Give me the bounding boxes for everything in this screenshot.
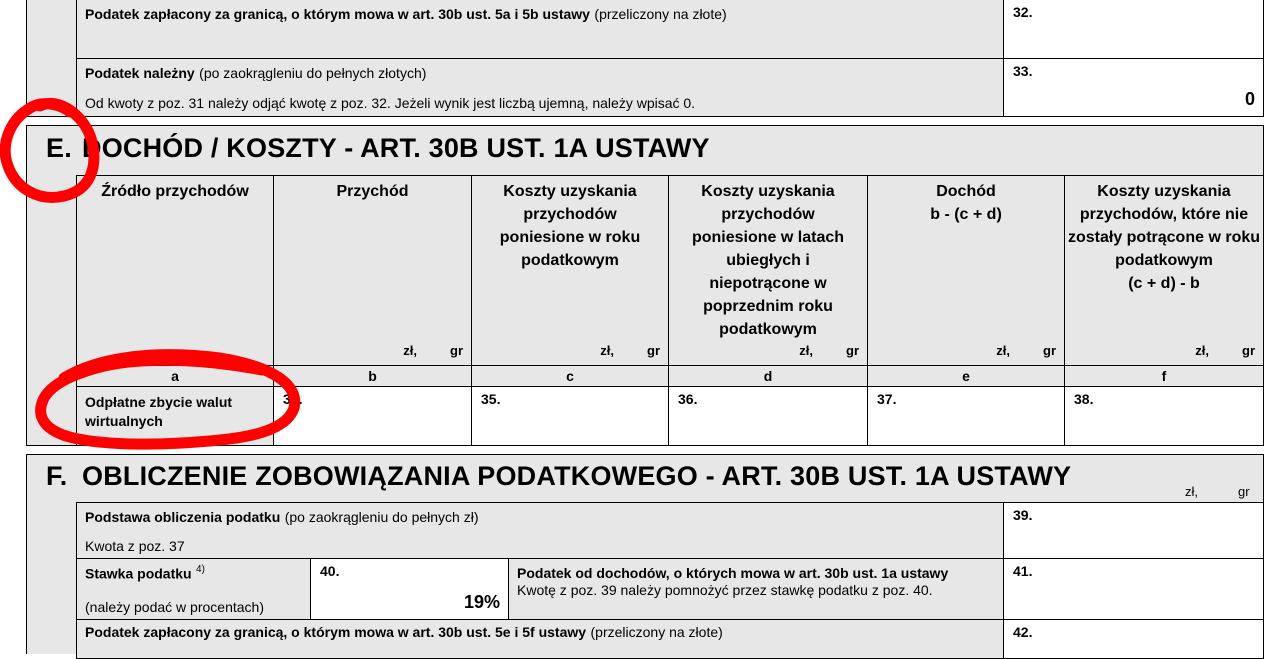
row-42-label-note: (przeliczony na złote): [590, 624, 723, 640]
col-e-header-formula: b - (c + d): [930, 206, 1002, 223]
col-d-letter: d: [668, 365, 868, 387]
field-35-number: 35.: [481, 391, 501, 407]
col-a-header: [76, 175, 274, 366]
field-34[interactable]: [273, 386, 472, 446]
row-33-label-bold: Podatek należny: [85, 65, 195, 81]
field-42[interactable]: [1003, 619, 1264, 659]
section-f-title: OBLICZENIE ZOBOWIĄZANIA PODATKOWEGO - ART. 30B UST. 1A USTAWY: [82, 461, 1072, 491]
col-a-header-text: Źródło przychodów: [101, 183, 249, 200]
col-f-unit-gr: gr: [1242, 343, 1255, 358]
row-33-label: [76, 58, 1004, 117]
col-d-unit-gr: gr: [846, 343, 859, 358]
col-d-header: [668, 175, 868, 366]
col-a-letter: a: [76, 365, 274, 387]
col-c-header: [471, 175, 669, 366]
field-36[interactable]: [668, 386, 868, 446]
row-40-instruction: (należy podać w procentach): [85, 599, 264, 615]
row-42-label: [76, 619, 1004, 659]
col-c-letter: c: [471, 365, 669, 387]
row-41-instruction: Kwotę z poz. 39 należy pomnożyć przez stawkę podatku z poz. 40.: [517, 582, 933, 598]
field-40-number: 40.: [320, 563, 340, 579]
row-33-label-note: (po zaokrągleniu do pełnych złotych): [199, 65, 427, 81]
section-e-letter: E.: [46, 133, 72, 163]
col-e-header: [867, 175, 1065, 366]
row-41-label: [508, 558, 1004, 620]
col-c-unit-gr: gr: [647, 343, 660, 358]
field-38-number: 38.: [1074, 391, 1094, 407]
row-39-instruction: Kwota z poz. 37: [85, 538, 185, 554]
field-39[interactable]: [1003, 502, 1264, 559]
row-32-label-note: (przeliczony na złote): [594, 6, 727, 22]
col-e-header-text: Dochód: [936, 183, 996, 200]
col-f-header-text: Koszty uzyskania przychodów, które nie zostały potrącone w roku podatkowym: [1067, 183, 1261, 269]
row-42-label-bold: Podatek zapłacony za granicą, o którym mowa w art. 30b ust. 5e i 5f ustawy: [85, 624, 587, 640]
col-e-unit-gr: gr: [1043, 343, 1056, 358]
col-f-unit-zl: zł,: [1195, 343, 1209, 358]
field-32-number: 32.: [1013, 4, 1033, 20]
row-32-label: [76, 0, 1004, 59]
col-e-letter: e: [867, 365, 1065, 387]
col-b-letter: b: [273, 365, 472, 387]
field-37[interactable]: [867, 386, 1065, 446]
field-42-number: 42.: [1013, 624, 1033, 640]
source-cell: [76, 386, 274, 446]
field-36-number: 36.: [678, 391, 698, 407]
row-40-footnote: 4): [196, 564, 205, 575]
field-37-number: 37.: [877, 391, 897, 407]
col-e-unit-zl: zł,: [996, 343, 1010, 358]
col-b-unit-gr: gr: [450, 343, 463, 358]
col-f-header: [1064, 175, 1264, 366]
col-d-header-text: Koszty uzyskania przychodów poniesione w latach ubiegłych i niepotrącone w poprzednim roku podatkowym: [691, 183, 845, 338]
col-f-letter: f: [1064, 365, 1264, 387]
field-32[interactable]: [1003, 0, 1264, 59]
field-33[interactable]: [1003, 58, 1264, 117]
col-b-header: [273, 175, 472, 366]
row-32-label-bold: Podatek zapłacony za granicą, o którym mowa w art. 30b ust. 5a i 5b ustawy: [85, 6, 590, 22]
col-b-header-text: Przychód: [336, 183, 409, 200]
field-33-value: 0: [1244, 89, 1255, 109]
row-39-label-bold: Podstawa obliczenia podatku: [85, 509, 281, 525]
col-b-unit-zl: zł,: [403, 343, 417, 358]
field-41-number: 41.: [1013, 563, 1033, 579]
field-40-value: 19%: [463, 592, 500, 612]
row-33-instruction: Od kwoty z poz. 31 należy odjąć kwotę z poz. 32. Jeżeli wynik jest liczbą ujemną, należy wpisać 0.: [85, 95, 696, 111]
source-label: Odpłatne zbycie walut wirtualnych: [85, 394, 233, 429]
row-39-label-note: (po zaokrągleniu do pełnych zł): [284, 509, 479, 525]
field-40[interactable]: [310, 558, 509, 620]
field-38[interactable]: [1064, 386, 1264, 446]
section-f-unit-gr: gr: [1238, 484, 1250, 499]
col-c-unit-zl: zł,: [600, 343, 614, 358]
field-41[interactable]: [1003, 558, 1264, 620]
row-40-label-bold: Stawka podatku: [85, 565, 192, 582]
field-35[interactable]: [471, 386, 669, 446]
row-39-label: [76, 502, 1004, 559]
field-34-number: 34.: [283, 391, 303, 407]
field-33-number: 33.: [1013, 63, 1033, 79]
row-40-label: [76, 558, 311, 620]
section-e-title: DOCHÓD / KOSZTY - ART. 30B UST. 1A USTAWY: [82, 133, 710, 163]
col-d-unit-zl: zł,: [799, 343, 813, 358]
section-f-unit-zl: zł,: [1185, 484, 1198, 499]
section-f-letter: F.: [46, 461, 68, 491]
col-f-header-formula: (c + d) - b: [1128, 275, 1200, 292]
row-41-label-bold: Podatek od dochodów, o których mowa w art. 30b ust. 1a ustawy: [517, 565, 949, 581]
field-39-number: 39.: [1013, 507, 1033, 523]
col-c-header-text: Koszty uzyskania przychodów poniesione w roku podatkowym: [499, 183, 641, 269]
